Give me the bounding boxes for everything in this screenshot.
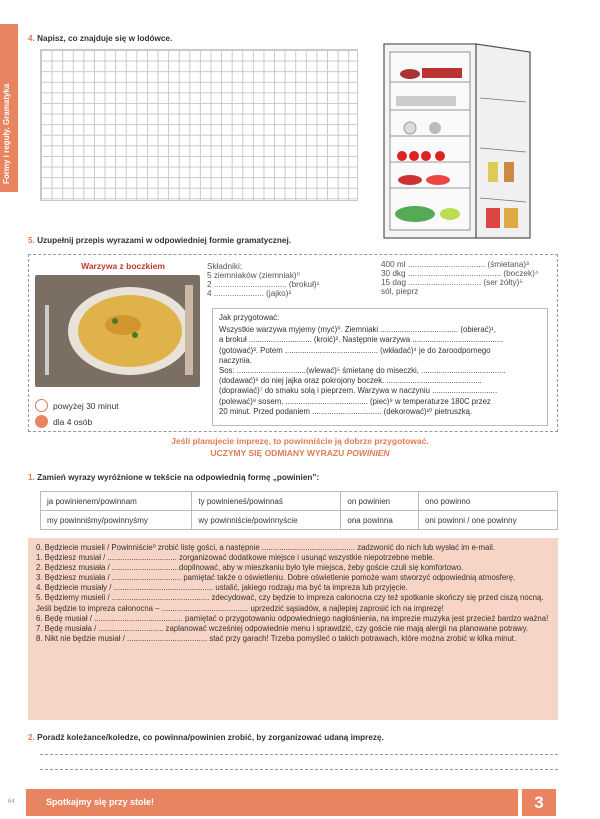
clock-icon xyxy=(35,399,48,412)
ingredients-right xyxy=(381,260,538,296)
table-row xyxy=(41,492,558,511)
sentences-box xyxy=(28,538,558,720)
ingredients-heading: Składniki: xyxy=(207,262,243,271)
side-tab-label: Formy i reguły. Gramatyka xyxy=(2,83,11,184)
answer-line[interactable] xyxy=(40,769,558,770)
method-line: (gotować)³. Potem ........................................... (wkładać)⁴ je do żaroodpornego xyxy=(219,345,491,355)
table-row xyxy=(41,511,558,530)
ingredient-line: 2 ................................ (brokuł)¹ xyxy=(207,280,320,289)
recipe-card xyxy=(28,254,558,432)
servings-icon xyxy=(35,415,48,428)
exercise-text: Zamień wyrazy wyróżnione w tekście na odpowiednią formę „powinien”: xyxy=(37,473,320,482)
fridge-illustration xyxy=(380,38,540,248)
section-side-tab xyxy=(0,24,18,192)
recipe-servings: dla 4 osób xyxy=(53,417,93,427)
recipe-time: powyżej 30 minut xyxy=(53,401,119,411)
table-cell: ty powinieneś/powinnaś xyxy=(192,492,341,511)
method-line: Sos: ................................(wlewać)⁵ śmietanę do miseczki, ....................................... xyxy=(219,366,506,376)
page-number: 64 xyxy=(8,799,15,805)
exercise-number: 4. xyxy=(28,34,35,43)
table-cell: oni powinni / one powinny xyxy=(418,511,557,530)
exercise-text: Poradź koleżance/koledze, co powinna/powinien zrobić, by zorganizować udaną imprezę. xyxy=(37,733,384,742)
page-footer xyxy=(0,789,600,819)
answer-line[interactable] xyxy=(40,754,558,755)
sentence-item: 5. Będziemy musieli / ............................................. zdecydować, czy będzie to impreza całonocna czy też spotkanie skończy się przed ciszą nocną. Jeśli będzie to impreza całonocna – ........................................ uprzedzić sąsiadów, a najlepiej zaprosić ich na imprezę! xyxy=(36,593,544,613)
method-line: (doprawiać)⁷ do smaku solą i pieprzem. Warzywa w naczyniu .............................. xyxy=(219,386,498,396)
method-line: (dodawać)⁶ do niej jajka oraz pokrojony boczek. ............................................ xyxy=(219,376,482,386)
chapter-number: 3 xyxy=(522,789,556,816)
forms-table xyxy=(40,491,558,530)
ingredient-line: 5 ziemniaków (ziemniak)⁰ xyxy=(207,271,300,280)
method-box xyxy=(212,308,548,426)
method-line: Wszystkie warzywa myjemy (myć)⁰. Ziemniaki .................................... (obierać)¹, xyxy=(219,325,496,335)
dish-photo xyxy=(35,275,200,387)
exercise-4-heading xyxy=(28,34,172,43)
ingredients-left xyxy=(207,262,319,298)
table-cell: ono powinno xyxy=(418,492,557,511)
table-cell: ona powinna xyxy=(341,511,419,530)
exercise-text: Uzupełnij przepis wyrazami w odpowiedniej formie gramatycznej. xyxy=(37,236,291,245)
ingredient-line: sól, pieprz xyxy=(381,287,419,296)
method-line: (polewać)⁸ sosem. ...................................... (piec)⁹ w temperaturze 180C przez xyxy=(219,396,491,406)
exercise-number: 1. xyxy=(28,473,35,482)
footer-title: Spotkajmy się przy stole! xyxy=(46,797,155,807)
table-cell: my powinniśmy/powinnyśmy xyxy=(41,511,192,530)
ingredient-line: 30 dkg ......................................... (boczek)⁴ xyxy=(381,269,539,278)
rule-word: POWINIEN xyxy=(346,448,390,458)
method-line: 20 minut. Przed podaniem ................................ (dekorować)¹⁰ pietruszką. xyxy=(219,406,473,416)
table-cell: wy powinniście/powinnyście xyxy=(192,511,341,530)
exercise-1-heading xyxy=(28,473,319,482)
sentence-item: 7. Będę musiała / .............................. zaplanować wcześniej odpowiednie menu i sprawdzić, czy goście nie mają alergii na planowane potrawy. xyxy=(36,623,529,633)
writing-grid[interactable] xyxy=(40,49,358,201)
rule-line-1: Jeśli planujecie imprezę, to powinniście ją dobrze przygotować. xyxy=(171,436,429,446)
exercise-2-heading xyxy=(28,733,384,742)
sentence-item: 8. Nikt nie będzie musiał / ..................................... stać przy garach! Trzeba pomyśleć o takich potrawach, które można zrobić w kilka minut. xyxy=(36,633,517,643)
rule-line-2 xyxy=(0,448,600,458)
sentence-item: 1. Będziesz musiał / ................................ zorganizować dodatkowe miejsce i usunąć wszystkie niepotrzebne meble. xyxy=(36,553,435,563)
sentence-item: 6. Będę musiał / ......................................... pamiętać o przygotowaniu odpowiedniego nagłośnienia, na imprezie muzyka jest przecież bardzo ważna! xyxy=(36,613,549,623)
exercise-5-heading xyxy=(28,236,291,245)
exercise-text: Napisz, co znajduje się w lodówce. xyxy=(37,34,173,43)
recipe-title: Warzywa z boczkiem xyxy=(81,261,165,271)
sentence-item: 0. Będziecie musieli / Powinniście⁰ zrobić listę gości, a następnie ........................................... zadzwonić do nich lub wysłać im e-mail. xyxy=(36,543,495,552)
sentence-item: 2. Będziesz musiała / ...............................dopilnować, aby w mieszkaniu było tyle miejsca, żeby goście czuli się komfortowo. xyxy=(36,563,464,573)
sentence-item: 3. Będziesz musiała / ................................ pamiętać także o oświetleniu. Dobre oświetlenie pomoże wam stworzyć odpowiednią atmosferę. xyxy=(36,573,516,583)
table-cell: ja powinienem/powinnam xyxy=(41,492,192,511)
ingredient-line: 400 ml .................................. (śmietana)³ xyxy=(381,260,529,269)
method-line: naczynia. xyxy=(219,355,252,365)
sentence-item: 4. Będziecie musiały / .............................................. ustalić, jakiego rodzaju ma być ta impreza lub przyjęcie. xyxy=(36,583,408,593)
method-heading: Jak przygotować: xyxy=(219,313,280,322)
exercise-number: 5. xyxy=(28,236,35,245)
method-line: a brokuł ............................. (kroić)². Następnie warzywa .......................................... xyxy=(219,335,504,345)
exercise-number: 2. xyxy=(28,733,35,742)
rule-text: UCZYMY SIĘ ODMIANY WYRAZU xyxy=(210,448,345,458)
ingredient-line: 4 ...................... (jajko)² xyxy=(207,289,292,298)
ingredient-line: 15 dag ................................ (ser żółty)⁵ xyxy=(381,278,523,287)
table-cell: on powinien xyxy=(341,492,419,511)
